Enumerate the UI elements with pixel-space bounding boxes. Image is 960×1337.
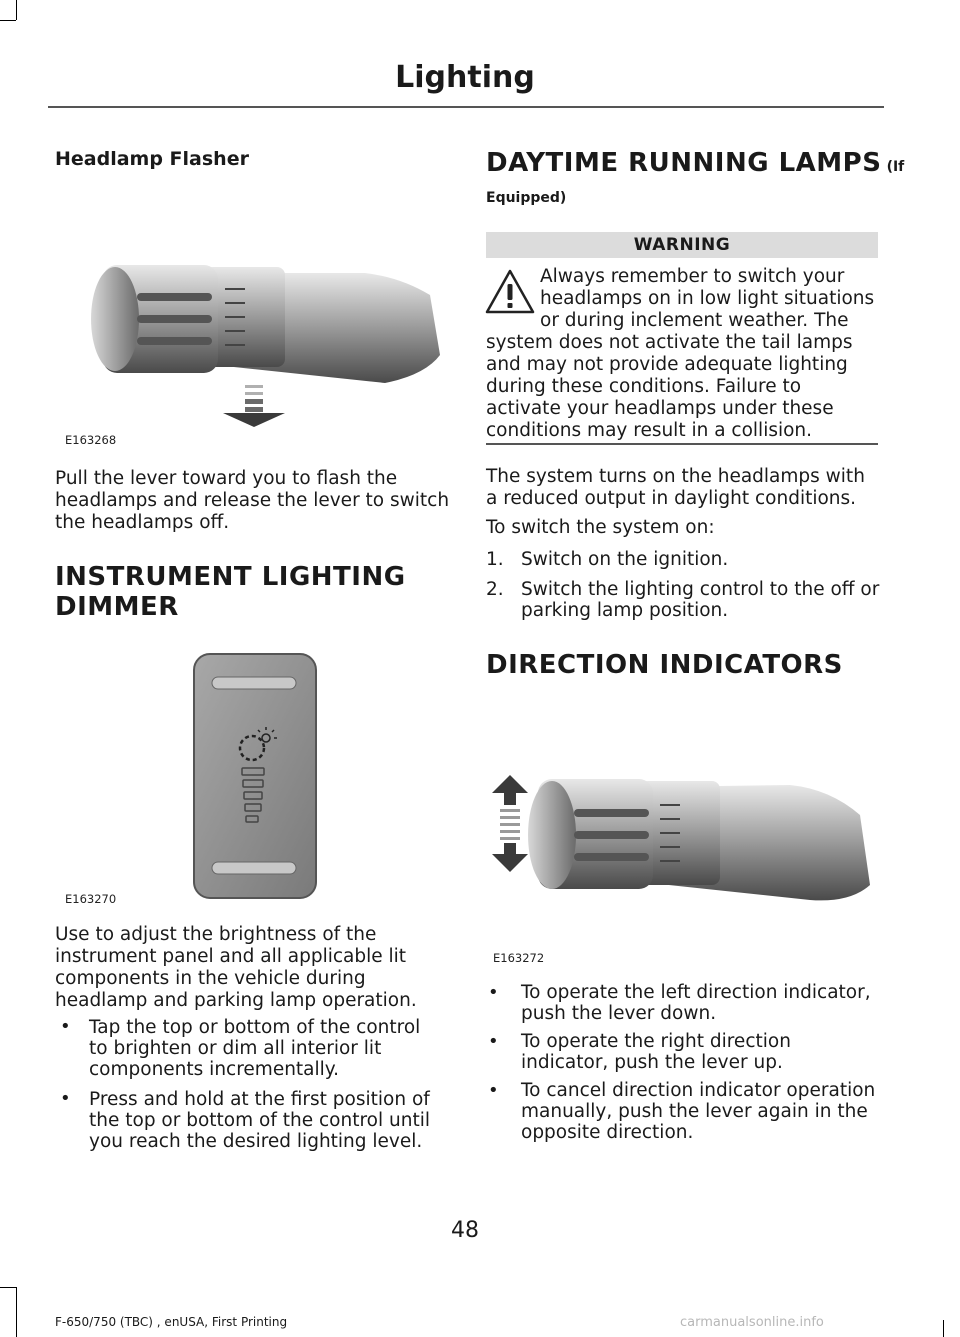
warning-label: WARNING — [486, 232, 878, 258]
section-heading-headlamp-flasher: Headlamp Flasher — [55, 148, 249, 170]
figure-code: E163268 — [65, 433, 117, 447]
list-item: To operate the left direction indicator, push the lever down. — [521, 982, 871, 1024]
warning-text-line: or during inclement weather. The — [540, 310, 849, 331]
warning-text-line: headlamps on in low light situations — [540, 288, 875, 309]
warning-text-first-lines — [540, 266, 885, 332]
bullet-marker: • — [488, 1031, 499, 1052]
direction-indicator-figure — [490, 775, 875, 910]
crop-mark — [16, 0, 17, 20]
bullet-marker: • — [60, 1016, 71, 1037]
step-text: Switch on the ignition. — [521, 549, 729, 570]
page-number: 48 — [451, 1218, 479, 1243]
steps-intro: To switch the system on: — [486, 517, 715, 538]
step-text: Switch the lighting control to the off or parking lamp position. — [521, 579, 880, 621]
daytime-running-lamps-title: DAYTIME RUNNING LAMPS — [486, 148, 882, 178]
crop-mark — [16, 1287, 17, 1337]
bullet-marker: • — [488, 1080, 499, 1101]
list-item: Press and hold at the first position of the top or bottom of the control until you reach the desired lighting level. — [89, 1089, 430, 1152]
list-item: To operate the right direction indicator, push the lever up. — [521, 1031, 791, 1073]
section-heading-dimmer: DIMMER — [55, 592, 179, 622]
list-item: Tap the top or bottom of the control to brighten or dim all interior lit components incrementally. — [89, 1017, 421, 1080]
daytime-running-lamps-body: The system turns on the headlamps with a reduced output in daylight conditions. — [486, 466, 865, 509]
headlamp-flasher-figure — [55, 255, 445, 450]
crop-mark — [0, 1287, 16, 1288]
section-heading-daytime-running-lamps — [486, 148, 905, 178]
watermark: carmanualsonline.info — [680, 1315, 824, 1330]
bullet-marker: • — [488, 982, 499, 1003]
figure-code: E163270 — [65, 892, 117, 906]
header-rule — [48, 106, 884, 108]
section-heading-direction-indicators: DIRECTION INDICATORS — [486, 650, 843, 680]
warning-text-line: Always remember to switch your — [540, 266, 845, 287]
dimmer-switch-figure — [192, 652, 320, 900]
instrument-dimmer-body: Use to adjust the brightness of the instrument panel and all applicable lit components in the vehicle during headlamp and parking lamp operation. — [55, 924, 417, 1011]
headlamp-flasher-body: Pull the lever toward you to flash the headlamps and release the lever to switch the headlamps off. — [55, 468, 450, 533]
page-title: Lighting — [395, 60, 535, 95]
warning-rule — [486, 443, 878, 445]
heading-qualifier: Equipped) — [486, 190, 567, 206]
figure-code: E163272 — [493, 951, 545, 965]
crop-mark — [943, 1320, 944, 1337]
section-heading-instrument-lighting: INSTRUMENT LIGHTING — [55, 562, 406, 592]
bullet-marker: • — [60, 1088, 71, 1109]
footer-text: F-650/750 (TBC) , enUSA, First Printing — [55, 1315, 288, 1329]
step-number: 1. — [486, 549, 504, 570]
step-number: 2. — [486, 579, 504, 600]
warning-triangle-icon — [484, 268, 536, 316]
warning-text-rest: system does not activate the tail lamps and may not provide adequate lighting during these conditions. Failure to activate your headlamps under these conditions may result in a collision. — [486, 332, 853, 441]
crop-mark — [0, 20, 16, 21]
list-item: To cancel direction indicator operation manually, push the lever again in the opposite direction. — [521, 1080, 876, 1143]
heading-qualifier: (If — [886, 159, 905, 175]
